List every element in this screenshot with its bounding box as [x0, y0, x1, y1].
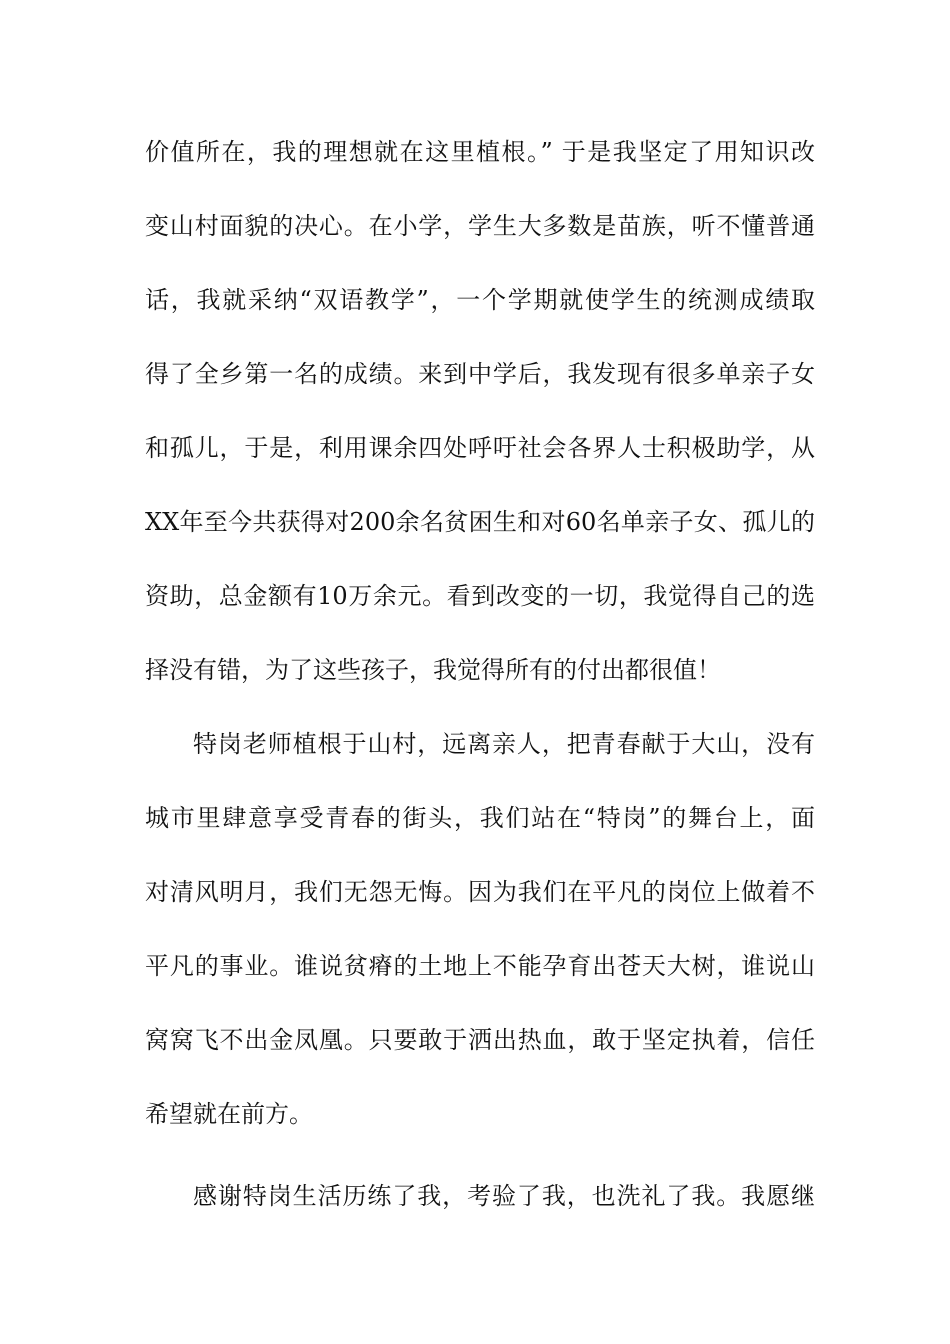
paragraph-1-line-1: 价值所在，我的理想就在这里植根。” 于是我坚定了用知识改 [145, 138, 815, 166]
paragraph-2-line-4: 平凡的事业。谁说贫瘠的土地上不能孕育出苍天大树，谁说山 [145, 952, 815, 980]
paragraph-1-line-4: 得了全乡第一名的成绩。来到中学后，我发现有很多单亲子女 [145, 360, 815, 388]
paragraph-2-line-6: 希望就在前方。 [145, 1100, 313, 1128]
paragraph-1-line-5: 和孤儿，于是，利用课余四处呼吁社会各界人士积极助学，从 [145, 434, 815, 462]
paragraph-3-line-1: 感谢特岗生活历练了我，考验了我，也洗礼了我。我愿继 [193, 1182, 815, 1210]
paragraph-1-line-7: 资助，总金额有10万余元。看到改变的一切，我觉得自己的选 [145, 582, 815, 610]
paragraph-2-line-3: 对清风明月，我们无怨无悔。因为我们在平凡的岗位上做着不 [145, 878, 815, 906]
paragraph-2-line-2: 城市里肆意享受青春的街头，我们站在“特岗”的舞台上，面 [145, 804, 815, 832]
paragraph-1-line-8: 择没有错，为了这些孩子，我觉得所有的付出都很值！ [145, 656, 721, 684]
paragraph-1-line-2: 变山村面貌的决心。在小学，学生大多数是苗族，听不懂普通 [145, 212, 815, 240]
paragraph-2-line-5: 窝窝飞不出金凤凰。只要敢于洒出热血，敢于坚定执着，信任 [145, 1026, 815, 1054]
paragraph-1-line-3: 话，我就采纳“双语教学”，一个学期就使学生的统测成绩取 [145, 286, 815, 314]
paragraph-1-line-6: XX年至今共获得对200余名贫困生和对60名单亲子女、孤儿的 [145, 508, 815, 536]
paragraph-2-line-1: 特岗老师植根于山村，远离亲人，把青春献于大山，没有 [193, 730, 815, 758]
